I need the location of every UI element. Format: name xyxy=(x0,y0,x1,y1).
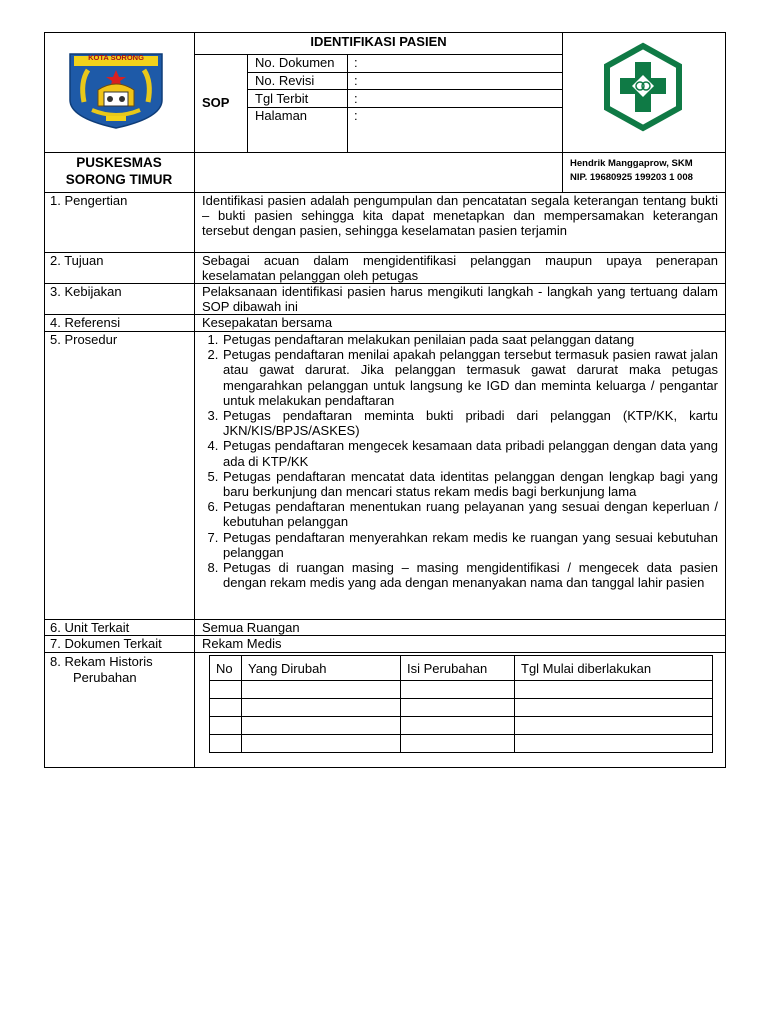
logo-banner-text: KOTA SORONG xyxy=(88,53,144,62)
meta-label-halaman: Halaman xyxy=(255,108,308,123)
label-rekam-historis-line2: Perubahan xyxy=(73,670,137,685)
meta-label-tgl-terbit: Tgl Terbit xyxy=(255,91,309,106)
label-rekam-historis-line1: 8. Rekam Historis xyxy=(50,654,153,669)
text-unit-terkait: Semua Ruangan xyxy=(202,620,300,635)
puskesmas-logo xyxy=(598,42,688,132)
label-unit-terkait: 6. Unit Terkait xyxy=(50,620,130,635)
history-col-no: No xyxy=(210,656,242,681)
text-dokumen-terkait: Rekam Medis xyxy=(202,636,282,651)
prosedur-list xyxy=(202,332,718,590)
label-kebijakan: 3. Kebijakan xyxy=(50,284,122,299)
history-col-yang-dirubah: Yang Dirubah xyxy=(242,656,401,681)
text-tujuan: Sebagai acuan dalam mengidentifikasi pelanggan maupun upaya penerapan keselamatan pelanggan oleh petugas xyxy=(202,253,718,283)
label-dokumen-terkait: 7. Dokumen Terkait xyxy=(50,636,162,651)
text-kebijakan: Pelaksanaan identifikasi pasien harus mengikuti langkah - langkah yang tertuang dalam SOP dibawah ini xyxy=(202,284,718,314)
org-name xyxy=(44,154,194,188)
history-col-tgl-mulai: Tgl Mulai diberlakukan xyxy=(515,656,713,681)
document-title: IDENTIFIKASI PASIEN xyxy=(310,34,447,49)
prosedur-step-7: 7. Petugas pendaftaran menyerahkan rekam medis ke ruangan yang sesuai kebutuhan pelanggan xyxy=(222,530,718,560)
prosedur-step-6: 6. Petugas pendaftaran menentukan ruang pelayanan yang sesuai dengan keperluan / kebutuhan pelanggan xyxy=(222,499,718,529)
table-row xyxy=(210,681,713,699)
org-name-line1: PUSKESMAS xyxy=(76,155,162,170)
table-row xyxy=(210,699,713,717)
prosedur-step-5: 5. Petugas pendaftaran mencatat data identitas pelanggan dengan lengkap bagi yang baru berkunjung dan mencari status rekam medis bagi berkunjung lama xyxy=(222,469,718,499)
meta-label-no-dokumen: No. Dokumen xyxy=(255,55,335,70)
meta-sep-halaman: : xyxy=(354,108,358,123)
signer-name: Hendrik Manggaprow, SKM xyxy=(570,158,693,169)
signer-nip: NIP. 19680925 199203 1 008 xyxy=(570,172,693,183)
table-row xyxy=(210,717,713,735)
history-header-row xyxy=(210,656,713,681)
label-pengertian: 1. Pengertian xyxy=(50,193,128,208)
label-referensi: 4. Referensi xyxy=(50,315,121,330)
prosedur-step-4: 4. Petugas pendaftaran mengecek kesamaan data pribadi pelanggan dengan data yang ada di KTP/KK xyxy=(222,438,718,468)
meta-sep-tgl-terbit: : xyxy=(354,91,358,106)
history-table xyxy=(209,655,713,753)
prosedur-step-8: 8. Petugas di ruangan masing – masing mengidentifikasi / mengecek data pasien dengan rekam medis yang ada dengan menanyakan nama dan tanggal lahir pasien xyxy=(222,560,718,590)
prosedur-step-1: 1. Petugas pendaftaran melakukan penilaian pada saat pelanggan datang xyxy=(222,332,718,347)
label-prosedur: 5. Prosedur xyxy=(50,332,118,347)
meta-sep-no-revisi: : xyxy=(354,73,358,88)
prosedur-step-3: 3. Petugas pendaftaran meminta bukti pribadi dari pelanggan (KTP/KK, kartu JKN/KIS/BPJS/ASKES) xyxy=(222,408,718,438)
org-name-line2: SORONG TIMUR xyxy=(65,172,173,187)
prosedur-step-2: 2. Petugas pendaftaran menilai apakah pelanggan tersebut termasuk pasien rawat jalan atau gawat darurat. Jika pelanggan termasuk gawat darurat maka petugas mengarahkan pelanggan untuk langsung ke IGD dan meminta keluarga / pengantar untuk melakukan pendaftaran xyxy=(222,347,718,408)
kota-sorong-logo xyxy=(66,52,166,130)
text-pengertian: Identifikasi pasien adalah pengumpulan dan pencatatan segala keterangan tentang bukti – bukti pasien sehingga kita dapat menetapkan dan mempersamakan keterangan tersebut dengan pasien, sehingga keselamatan pasien terjamin xyxy=(202,193,718,238)
table-row xyxy=(210,735,713,753)
meta-sep-no-dokumen: : xyxy=(354,55,358,70)
meta-label-no-revisi: No. Revisi xyxy=(255,73,315,88)
history-col-isi-perubahan: Isi Perubahan xyxy=(401,656,515,681)
sop-label: SOP xyxy=(202,95,230,110)
text-referensi: Kesepakatan bersama xyxy=(202,315,333,330)
label-tujuan: 2. Tujuan xyxy=(50,253,104,268)
